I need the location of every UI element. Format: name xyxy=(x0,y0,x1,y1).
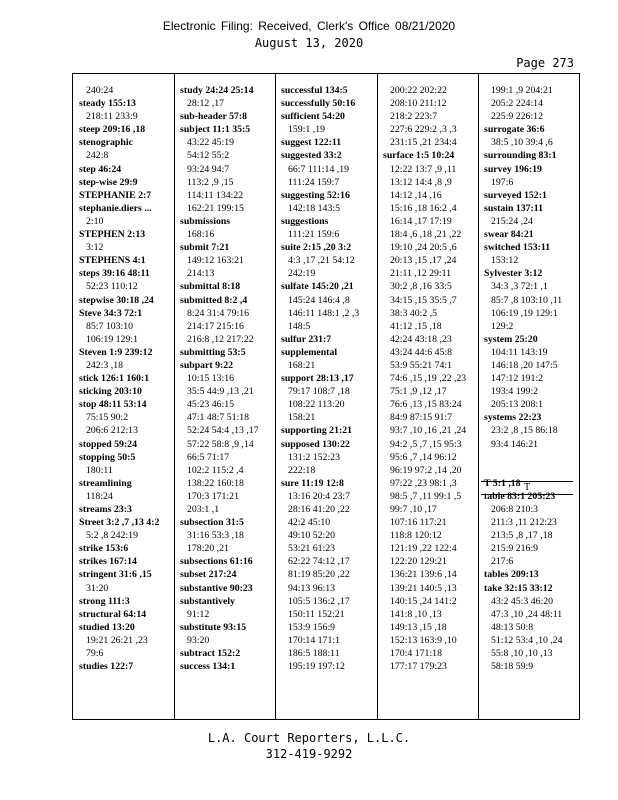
index-locator: 21:11 ,12 29:11 xyxy=(390,268,452,280)
index-locator: 242:3 ,18 xyxy=(86,359,124,371)
index-locator: 18:4 ,6 ,18 ,21 ,22 xyxy=(390,229,462,241)
index-locator: 227:6 229:2 ,3 ,3 xyxy=(390,124,457,136)
index-locator: 48:13 50:8 xyxy=(491,621,534,633)
index-locator: 195:19 197:12 xyxy=(288,661,345,673)
index-locator: 107:16 117:21 xyxy=(390,517,447,529)
index-locator: 177:17 179:23 xyxy=(390,661,447,673)
index-term: survey 196:19 xyxy=(484,163,542,175)
index-locator: 159:1 ,19 xyxy=(288,124,326,136)
index-locator: 3:12 xyxy=(86,242,104,254)
index-locator: 34:3 ,3 72:1 ,1 xyxy=(491,281,548,293)
index-locator: 215:24 ,24 xyxy=(491,215,533,227)
index-term: take 32:15 33:12 xyxy=(484,582,553,594)
index-term: steps 39:16 48:11 xyxy=(79,268,150,280)
index-locator: 95:6 ,7 ,14 96:12 xyxy=(390,451,457,463)
index-term: study 24:24 25:14 xyxy=(180,85,254,96)
column-divider xyxy=(275,74,276,719)
index-term: studied 13:20 xyxy=(79,621,135,633)
column-divider xyxy=(478,74,479,719)
index-term: table 83:1 205:23 xyxy=(484,490,556,502)
index-locator: 205:13 208:1 xyxy=(491,399,543,411)
index-term: suggestions xyxy=(281,215,329,227)
index-locator: 170:14 171:1 xyxy=(288,634,340,646)
index-locator: 129:2 xyxy=(491,320,514,332)
index-locator: 66:5 71:17 xyxy=(187,451,230,463)
index-frame xyxy=(72,73,580,720)
index-term: submissions xyxy=(180,215,231,227)
index-locator: 43:24 44:6 45:8 xyxy=(390,346,453,358)
index-term: suggest 122:11 xyxy=(281,137,342,149)
index-locator: 85:7 103:10 xyxy=(86,320,134,332)
index-column-5 xyxy=(484,84,563,673)
index-locator: 218:11 233:9 xyxy=(86,111,138,123)
index-locator: 240:24 xyxy=(86,85,114,96)
index-locator: 13:16 20:4 23:7 xyxy=(288,490,351,502)
index-locator xyxy=(484,464,563,477)
index-locator: 147:12 191:2 xyxy=(491,373,543,385)
index-term: sticking 203:10 xyxy=(79,386,142,398)
index-locator: 93:20 xyxy=(187,634,210,646)
index-locator: 180:11 xyxy=(86,464,113,476)
index-locator: 208:10 211:12 xyxy=(390,98,447,110)
index-locator: 170:3 171:21 xyxy=(187,490,239,502)
index-locator: 49:10 52:20 xyxy=(288,530,336,542)
index-locator: 97:22 ,23 98:1 ,3 xyxy=(390,477,457,489)
index-locator: 74:6 ,15 ,19 ,22 ,23 xyxy=(390,373,467,385)
index-term: submit 7:21 xyxy=(180,242,230,254)
index-term: Steve 34:3 72:1 xyxy=(79,307,143,319)
index-term: structural 64:14 xyxy=(79,608,147,620)
index-locator: 91:12 xyxy=(187,608,210,620)
index-locator: 114:11 134:22 xyxy=(187,189,244,201)
index-locator: 19:10 ,24 20:5 ,6 xyxy=(390,242,457,254)
index-locator: 31:16 53:3 ,18 xyxy=(187,530,244,542)
index-locator: 19:21 26:21 ,23 xyxy=(86,634,148,646)
index-locator: 16:14 ,17 17:19 xyxy=(390,215,452,227)
index-term: surface 1:5 10:24 xyxy=(383,150,455,162)
index-term: submittal 8:18 xyxy=(180,281,241,293)
index-locator: 54:12 55:2 xyxy=(187,150,230,162)
index-locator: 30:2 ,8 ,16 33:5 xyxy=(390,281,452,293)
index-locator: 168:16 xyxy=(187,229,215,241)
index-locator: 84:9 87:15 91:7 xyxy=(390,412,453,424)
index-locator: 45:23 46:15 xyxy=(187,399,235,411)
index-term: sustain 137:11 xyxy=(484,202,544,214)
index-locator: 211:3 ,11 212:23 xyxy=(491,517,557,529)
index-locator: 42:2 45:10 xyxy=(288,517,331,529)
index-locator: 38:5 ,10 39:4 ,6 xyxy=(491,137,553,149)
index-term: strikes 167:14 xyxy=(79,556,137,568)
index-locator: 104:11 143:19 xyxy=(491,346,548,358)
index-locator: 138:22 160:18 xyxy=(187,477,244,489)
index-locator: 34:15 ,15 35:5 ,7 xyxy=(390,294,457,306)
index-locator: 145:24 146:4 ,8 xyxy=(288,294,350,306)
index-locator: 197:6 xyxy=(491,176,514,188)
filing-stamp: Electronic Filing: Received, Clerk's Office 08/21/2020 xyxy=(162,19,456,33)
index-term: suite 2:15 ,20 3:2 xyxy=(281,242,352,254)
index-term: switched 153:11 xyxy=(484,242,551,254)
index-term: sure 11:19 12:8 xyxy=(281,477,344,489)
index-locator: 231:15 ,21 234:4 xyxy=(390,137,457,149)
index-locator: 62:22 74:12 ,17 xyxy=(288,556,350,568)
index-term: surveyed 152:1 xyxy=(484,189,547,201)
index-term: sulfate 145:20 ,21 xyxy=(281,281,354,293)
index-locator: 186:5 188:11 xyxy=(288,648,340,660)
index-term: support 28:13 ,17 xyxy=(281,373,354,385)
index-locator: 15:16 ,18 16:2 ,4 xyxy=(390,202,457,214)
index-term: steep 209:16 ,18 xyxy=(79,124,146,136)
column-divider xyxy=(377,74,378,719)
index-locator: 93:24 94:7 xyxy=(187,163,230,175)
index-locator: 98:5 ,7 ,11 99:1 ,5 xyxy=(390,490,462,502)
footer-company: L.A. Court Reporters, L.L.C. xyxy=(207,731,411,745)
index-term: subtract 152:2 xyxy=(180,648,241,660)
index-term: stenographic xyxy=(79,137,133,149)
index-term: Steven 1:9 239:12 xyxy=(79,346,153,358)
index-locator: 52:24 54:4 ,13 ,17 xyxy=(187,425,259,437)
index-locator: 199:1 ,9 204:21 xyxy=(491,85,553,96)
index-locator: 66:7 111:14 ,19 xyxy=(288,163,350,175)
index-locator: 52:23 110:12 xyxy=(86,281,138,293)
index-column-1 xyxy=(79,84,159,673)
index-locator: 152:13 163:9 ,10 xyxy=(390,634,457,646)
index-term: step 46:24 xyxy=(79,163,122,175)
index-term: stopping 50:5 xyxy=(79,451,136,463)
index-term: subset 217:24 xyxy=(180,569,237,581)
hearing-date: August 13, 2020 xyxy=(254,36,364,50)
index-term: submitting 53:5 xyxy=(180,346,246,358)
page-number: Page 273 xyxy=(516,56,574,70)
index-locator: 178:20 ,21 xyxy=(187,543,229,555)
index-locator: 108:22 113:20 xyxy=(288,399,345,411)
index-locator: 149:12 163:21 xyxy=(187,255,244,267)
index-locator: 242:8 xyxy=(86,150,109,162)
index-column-2 xyxy=(180,84,259,673)
index-locator: 5:2 ,8 242:19 xyxy=(86,530,138,542)
index-locator: 58:18 59:9 xyxy=(491,661,534,673)
index-locator: 118:24 xyxy=(86,490,113,502)
index-locator: 43:22 45:19 xyxy=(187,137,235,149)
index-term: Sylvester 3:12 xyxy=(484,268,543,280)
index-locator: 94:13 96:13 xyxy=(288,582,336,594)
index-locator: 139:21 140:5 ,13 xyxy=(390,582,457,594)
index-term: substantively xyxy=(180,595,235,607)
index-term: swear 84:21 xyxy=(484,229,534,241)
index-locator: 206:6 212:13 xyxy=(86,425,138,437)
index-locator: 75:15 90:2 xyxy=(86,412,129,424)
index-locator: 148:5 xyxy=(288,320,311,332)
index-term: step-wise 29:9 xyxy=(79,176,138,188)
index-term: success 134:1 xyxy=(180,661,236,673)
index-locator: 142:18 143:5 xyxy=(288,202,340,214)
index-locator: 118:8 120:12 xyxy=(390,530,442,542)
index-locator: 113:2 ,9 ,15 xyxy=(187,176,234,188)
index-term: streamlining xyxy=(79,477,132,489)
index-term: STEPHENS 4:1 xyxy=(79,255,146,267)
index-locator: 141:8 ,10 ,13 xyxy=(390,608,442,620)
index-locator: 31:20 xyxy=(86,582,109,594)
index-locator: 47:3 ,10 ,24 48:11 xyxy=(491,608,563,620)
index-locator: 153:9 156:9 xyxy=(288,621,336,633)
index-locator: 242:19 xyxy=(288,268,316,280)
footer-phone: 312-419-9292 xyxy=(265,747,353,761)
index-term: subject 11:1 35:5 xyxy=(180,124,251,136)
index-locator: 217:6 xyxy=(491,556,514,568)
index-locator: 47:1 48:7 51:18 xyxy=(187,412,250,424)
index-locator: 206:8 210:3 xyxy=(491,504,539,515)
index-term: surrounding 83:1 xyxy=(484,150,557,162)
index-column-3 xyxy=(281,84,359,673)
index-locator: 222:18 xyxy=(288,464,316,476)
index-term: stick 126:1 160:1 xyxy=(79,373,150,385)
index-term: supposed 130:22 xyxy=(281,438,350,450)
index-locator: 55:8 ,10 ,10 ,13 xyxy=(491,648,553,660)
index-term: sulfur 231:7 xyxy=(281,333,332,345)
index-term: supporting 21:21 xyxy=(281,425,353,437)
index-locator: 215:9 216:9 xyxy=(491,543,539,555)
index-locator: 102:2 115:2 ,4 xyxy=(187,464,244,476)
index-locator: 106:19 129:1 xyxy=(86,333,138,345)
index-locator: 121:19 ,22 122:4 xyxy=(390,543,457,555)
index-locator: 203:1 ,1 xyxy=(187,504,220,515)
index-locator: 136:21 139:6 ,14 xyxy=(390,569,457,581)
index-locator: 146:18 ,20 147:5 xyxy=(491,359,558,371)
index-term: successful 134:5 xyxy=(281,85,348,96)
index-term: substitute 93:15 xyxy=(180,621,247,633)
index-locator: 162:21 199:15 xyxy=(187,202,244,214)
index-locator: 57:22 58:8 ,9 ,14 xyxy=(187,438,254,450)
index-locator: 93:7 ,10 ,16 ,21 ,24 xyxy=(390,425,467,437)
index-locator: 12:22 13:7 ,9 ,11 xyxy=(390,163,457,175)
index-term: suggested 33:2 xyxy=(281,150,342,162)
index-locator: 140:15 ,24 141:2 xyxy=(390,595,457,607)
index-column-4 xyxy=(383,84,466,673)
index-locator: 99:7 ,10 ,17 xyxy=(390,504,437,515)
index-locator: 149:13 ,15 ,18 xyxy=(390,621,447,633)
index-term: Street 3:2 ,7 ,13 4:2 xyxy=(79,517,160,529)
index-locator: 170:4 171:18 xyxy=(390,648,442,660)
index-locator: 35:5 44:9 ,13 ,21 xyxy=(187,386,254,398)
index-term: T 5:1 ,18 xyxy=(484,477,521,489)
index-term: sufficient 54:20 xyxy=(281,111,345,123)
index-term: surrogate 36:6 xyxy=(484,124,545,136)
index-term: suggesting 52:16 xyxy=(281,189,350,201)
index-locator: 79:17 108:7 ,18 xyxy=(288,386,350,398)
index-locator: 93:4 146:21 xyxy=(491,438,539,450)
index-term: stop 48:11 53:14 xyxy=(79,399,147,411)
index-locator: 214:17 215:16 xyxy=(187,320,244,332)
index-term: stephanie.diers ... xyxy=(79,202,152,214)
index-locator: 216:8 ,12 217:22 xyxy=(187,333,254,345)
index-term: systems 22:23 xyxy=(484,412,542,424)
index-locator: 168:21 xyxy=(288,359,316,371)
index-term: studies 122:7 xyxy=(79,661,134,673)
index-term: system 25:20 xyxy=(484,333,538,345)
index-locator: 111:24 159:7 xyxy=(288,176,340,188)
index-locator: 146:11 148:1 ,2 ,3 xyxy=(288,307,360,319)
index-term: subpart 9:22 xyxy=(180,359,234,371)
index-locator: 51:12 53:4 ,10 ,24 xyxy=(491,634,563,646)
index-locator: 214:13 xyxy=(187,268,215,280)
index-term: sub-header 57:8 xyxy=(180,111,248,123)
index-term: tables 209:13 xyxy=(484,569,539,581)
index-term: stopped 59:24 xyxy=(79,438,137,450)
index-locator: 76:6 ,13 ,15 83:24 xyxy=(390,399,462,411)
index-locator: 53:9 55:21 74:1 xyxy=(390,359,453,371)
index-locator: 8:24 31:4 79:16 xyxy=(187,307,250,319)
index-locator: 85:7 ,8 103:10 ,11 xyxy=(491,294,563,306)
index-locator: 193:4 199:2 xyxy=(491,386,539,398)
index-term: stepwise 30:18 ,24 xyxy=(79,294,154,306)
index-locator: 205:2 224:14 xyxy=(491,98,543,110)
index-term: strike 153:6 xyxy=(79,543,129,555)
index-term: strong 111:3 xyxy=(79,595,130,607)
index-term: STEPHANIE 2:7 xyxy=(79,189,152,201)
index-term: STEPHEN 2:13 xyxy=(79,229,146,241)
column-divider xyxy=(174,74,175,719)
index-locator: 4:3 ,17 ,21 54:12 xyxy=(288,255,355,267)
index-term: subsection 31:5 xyxy=(180,517,244,529)
index-term: streams 23:3 xyxy=(79,504,132,515)
index-term: stringent 31:6 ,15 xyxy=(79,569,152,581)
index-locator xyxy=(484,451,563,464)
index-locator: 105:5 136:2 ,17 xyxy=(288,595,350,607)
index-locator: 28:12 ,17 xyxy=(187,98,225,110)
index-locator: 153:12 xyxy=(491,255,519,267)
index-locator: 43:2 45:3 46:20 xyxy=(491,595,554,607)
index-term: steady 155:13 xyxy=(79,98,136,110)
index-locator: 28:16 41:20 ,22 xyxy=(288,504,350,515)
index-locator: 20:13 ,15 ,17 ,24 xyxy=(390,255,457,267)
index-term: subsections 61:16 xyxy=(180,556,253,568)
index-locator: 81:19 85:20 ,22 xyxy=(288,569,350,581)
index-locator: 122:20 129:21 xyxy=(390,556,447,568)
index-locator: 75:1 ,9 ,12 ,17 xyxy=(390,386,447,398)
index-locator: 38:3 40:2 ,5 xyxy=(390,307,438,319)
index-term: substantive 90:23 xyxy=(180,582,253,594)
index-locator: 13:12 14:4 ,8 ,9 xyxy=(390,176,452,188)
index-term: submitted 8:2 ,4 xyxy=(180,294,248,306)
index-locator: 23:2 ,8 ,15 86:18 xyxy=(491,425,558,437)
index-locator: 111:21 159:6 xyxy=(288,229,340,241)
index-locator: 213:5 ,8 ,17 ,18 xyxy=(491,530,553,542)
index-locator: 225:9 226:12 xyxy=(491,111,543,123)
index-locator: 41:12 ,15 ,18 xyxy=(390,320,442,332)
index-locator: 131:2 152:23 xyxy=(288,451,340,463)
index-locator: 53:21 61:23 xyxy=(288,543,336,555)
index-term: successfully 50:16 xyxy=(281,98,356,110)
index-locator: 150:11 152:21 xyxy=(288,608,345,620)
letter-section-header: T xyxy=(481,481,573,495)
index-locator: 14:12 ,14 ,16 xyxy=(390,189,442,201)
index-locator: 10:15 13:16 xyxy=(187,373,235,385)
index-term: supplemental xyxy=(281,346,338,358)
index-locator: 106:19 ,19 129:1 xyxy=(491,307,558,319)
index-locator: 96:19 97:2 ,14 ,20 xyxy=(390,464,462,476)
index-locator: 79:6 xyxy=(86,648,104,660)
index-locator: 200:22 202:22 xyxy=(390,85,447,96)
index-locator: 218:2 223:7 xyxy=(390,111,438,123)
index-locator: 94:2 ,5 ,7 ,15 95:3 xyxy=(390,438,462,450)
index-locator: 158:21 xyxy=(288,412,316,424)
index-locator: 42:24 43:18 ,23 xyxy=(390,333,452,345)
index-locator: 2:10 xyxy=(86,215,104,227)
